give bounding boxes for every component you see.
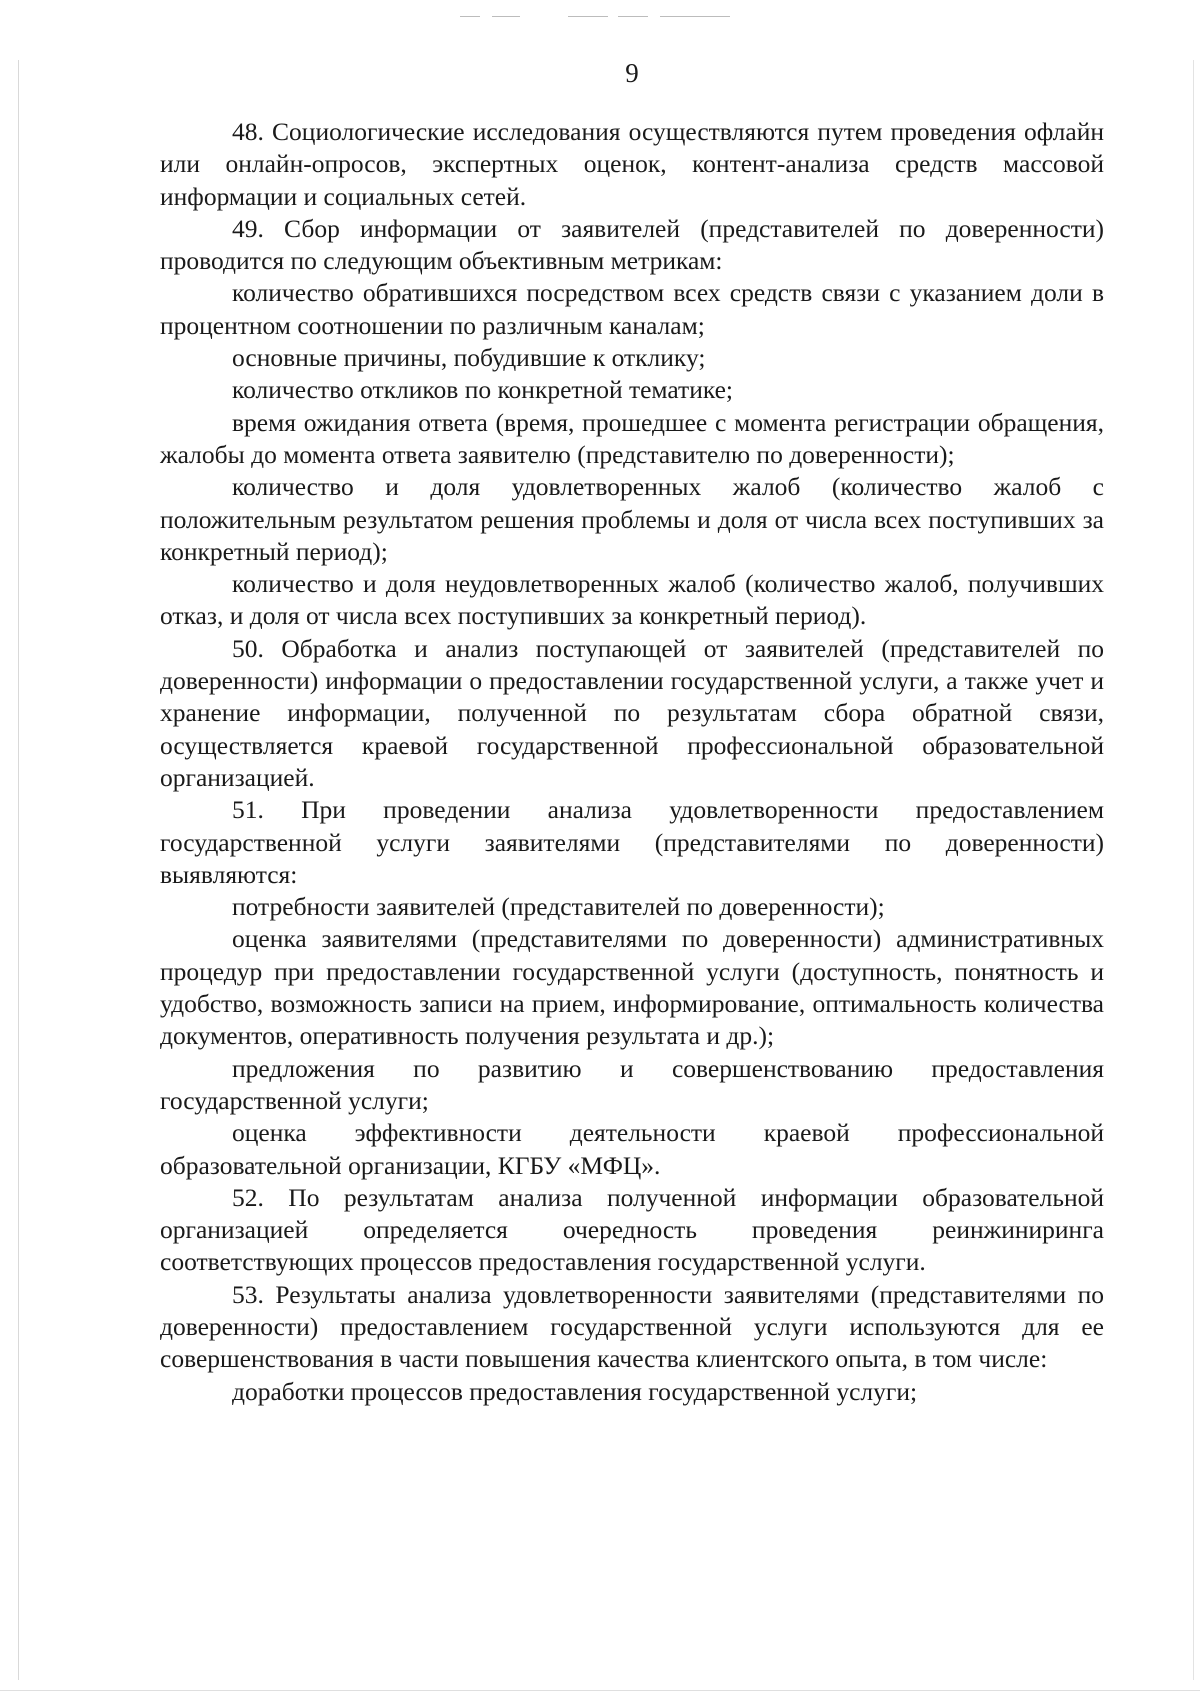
paragraph-48: 48. Социологические исследования осуществляются путем проведения офлайн или онлайн-опросов, экспертных оценок, контент-анализа средств массовой информации и социальных сетей. bbox=[160, 117, 1104, 211]
analysis-item: оценка заявителями (представителями по доверенности) административных процедур при предоставлении государственной услуги (доступность, понятность и удобство, возможность записи на прием, информирование, оптимальность количества документов, оперативность получения результата и др.); bbox=[160, 924, 1104, 1051]
analysis-item: оценка эффективности деятельности краевой профессиональной образовательной организации, КГБУ «МФЦ». bbox=[160, 1118, 1104, 1180]
paragraph-53: 53. Результаты анализа удовлетворенности заявителями (представителями по доверенности) предоставлением государственной услуги используются для ее совершенствования в части повышения качества клиентского опыта, в том числе: bbox=[160, 1279, 1104, 1374]
paragraph-52: 52. По результатам анализа полученной информации образовательной организацией определяется очередность проведения реинжиниринга соответствующих процессов предоставления государственной услуги. bbox=[160, 1182, 1104, 1277]
scan-top-mark bbox=[492, 16, 520, 17]
paragraph-50: 50. Обработка и анализ поступающей от заявителей (представителей по доверенности) информации о предоставлении государственной услуги, а также учет и хранение информации, полученной по результатам сбора обратной связи, осуществляется краевой государственной профессиональной образовательной организацией. bbox=[160, 633, 1104, 792]
scan-top-mark bbox=[618, 16, 648, 17]
improvement-item: доработки процессов предоставления государственной услуги; bbox=[232, 1376, 918, 1406]
metric-item: количество откликов по конкретной тематике; bbox=[232, 375, 733, 405]
metric-item: время ожидания ответа (время, прошедшее с момента регистрации обращения, жалобы до момента ответа заявителю (представителю по доверенности); bbox=[160, 407, 1104, 469]
paragraph-49: 49. Сбор информации от заявителей (представителей по доверенности) проводится по следующим объективным метрикам: bbox=[160, 213, 1104, 276]
scan-top-mark bbox=[568, 16, 608, 17]
scan-right-edge bbox=[1193, 60, 1194, 1680]
metric-item: основные причины, побудившие к отклику; bbox=[232, 343, 706, 373]
paragraph-51: 51. При проведении анализа удовлетворенности предоставлением государственной услуги заявителями (представителями по доверенности) выявляются: bbox=[160, 795, 1104, 889]
document-body bbox=[160, 116, 1104, 1408]
metric-item: количество и доля неудовлетворенных жалоб (количество жалоб, получивших отказ, и доля от числа всех поступивших за конкретный период). bbox=[160, 569, 1104, 631]
scan-top-mark bbox=[660, 16, 730, 17]
scan-top-mark bbox=[460, 16, 480, 17]
analysis-item: предложения по развитию и совершенствованию предоставления государственной услуги; bbox=[160, 1053, 1104, 1115]
scan-left-edge bbox=[18, 60, 19, 1680]
analysis-item: потребности заявителей (представителей по доверенности); bbox=[232, 892, 885, 922]
page-number: 9 bbox=[625, 58, 639, 88]
metric-item: количество обратившихся посредством всех средств связи с указанием доли в процентном соотношении по различным каналам; bbox=[160, 278, 1104, 340]
scan-bottom-edge bbox=[0, 1690, 1200, 1691]
metric-item: количество и доля удовлетворенных жалоб (количество жалоб с положительным результатом решения проблемы и доля от числа всех поступивших за конкретный период); bbox=[160, 472, 1104, 566]
